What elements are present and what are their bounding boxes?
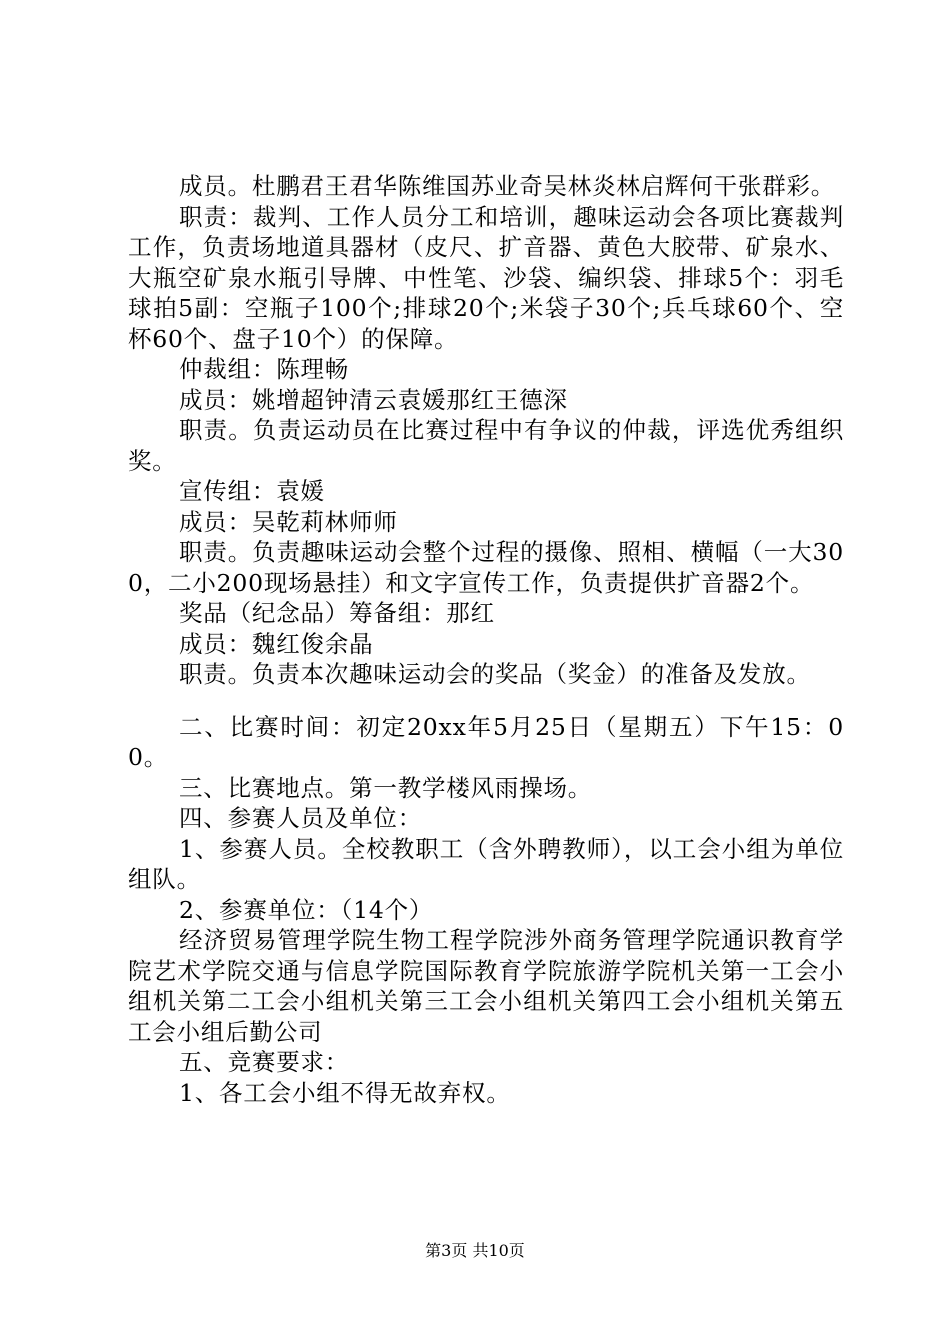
paragraph-match-location: 三、比赛地点。第一教学楼风雨操场。	[179, 773, 593, 802]
paragraph-referee-members: 成员。杜鹏君王君华陈维国苏业奇吴林炎林启辉何干张群彩。	[179, 172, 836, 200]
paragraph-publicity-duties: 职责。负责趣味运动会整个过程的摄像、照相、横幅（一大300，二小200现场悬挂）和文字宣传工作，负责提供扩音器2个。	[128, 538, 844, 597]
document-body	[128, 171, 844, 1108]
paragraph-units-list: 经济贸易管理学院生物工程学院涉外商务管理学院通识教育学院艺术学院交通与信息学院国际教育学院旅游学院机关第一工会小组机关第二工会小组机关第三工会小组机关第四工会小组机关第五工会小组后勤公司	[128, 926, 844, 1046]
paragraph-arbitration-group: 仲裁组：陈理畅	[179, 355, 350, 383]
paragraph-participants: 1、参赛人员。全校教职工（含外聘教师），以工会小组为单位组队。	[128, 834, 844, 893]
paragraph-prize-members: 成员：魏红俊余晶	[179, 629, 374, 658]
paragraph-arbitration-duties: 职责。负责运动员在比赛过程中有争议的仲裁，评选优秀组织奖。	[128, 416, 844, 475]
paragraph-match-time: 二、比赛时间：初定20xx年5月25日（星期五）下午15：00。	[128, 712, 844, 771]
paragraph-prize-group: 奖品（纪念品）筹备组：那红	[179, 599, 495, 627]
paragraph-prize-duties: 职责。负责本次趣味运动会的奖品（奖金）的准备及发放。	[179, 660, 811, 688]
paragraph-publicity-members: 成员：吴乾莉林师师	[179, 507, 398, 536]
paragraph-participants-heading: 四、参赛人员及单位：	[179, 804, 422, 832]
paragraph-publicity-group: 宣传组：袁媛	[179, 477, 325, 505]
page-number-footer: 第3页 共10页	[425, 1241, 525, 1260]
paragraph-referee-duties: 职责：裁判、工作人员分工和培训，趣味运动会各项比赛裁判工作，负责场地道具器材（皮尺、扩音器、黄色大胶带、矿泉水、大瓶空矿泉水瓶引导牌、中性笔、沙袋、编织袋、排球5个：羽毛球拍5副：空瓶子100个;排球20个;米袋子30个;兵乓球60个、空杯60个、盘子10个）的保障。	[128, 202, 844, 353]
paragraph-requirement-1: 1、各工会小组不得无故弃权。	[179, 1078, 511, 1107]
paragraph-units-heading: 2、参赛单位：（14个）	[179, 895, 434, 924]
paragraph-arbitration-members: 成员：姚增超钟清云袁媛那红王德深	[179, 385, 568, 414]
paragraph-requirements-heading: 五、竞赛要求：	[179, 1048, 350, 1076]
